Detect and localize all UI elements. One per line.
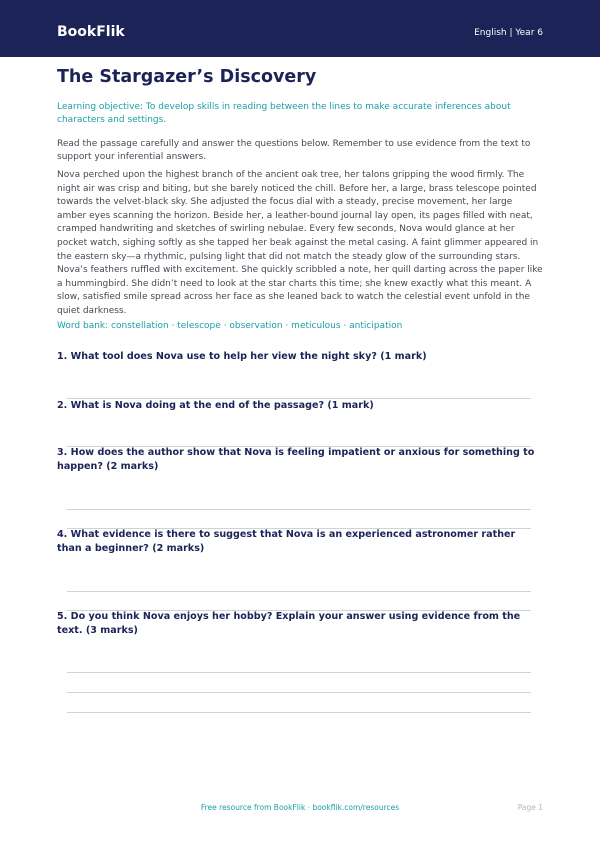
word-bank: Word bank: constellation · telescope · observation · meticulous · anticipation xyxy=(57,321,403,331)
brand-logo-text: BookFlik xyxy=(57,24,125,40)
answer-line-q4-a[interactable] xyxy=(67,591,531,592)
page-header xyxy=(0,0,600,57)
answer-line-q3-a[interactable] xyxy=(67,509,531,510)
worksheet-title: The Stargazer’s Discovery xyxy=(57,67,317,87)
subject-year-label: English | Year 6 xyxy=(474,28,543,38)
question-3: 3. How does the author show that Nova is feeling impatient or anxious for something to happen? (2 marks) xyxy=(57,447,535,472)
learning-objective: Learning objective: To develop skills in reading between the lines to make accurate inferences about characters and settings. xyxy=(57,102,511,125)
answer-line-q5-c[interactable] xyxy=(67,712,531,713)
footer-resource-link[interactable]: Free resource from BookFlik · bookflik.com/resources xyxy=(200,803,400,812)
reading-passage: Nova perched upon the highest branch of the ancient oak tree, her talons gripping the wood firmly. The night air was crisp and biting, but she barely noticed the chill. Before her, a large, brass telescope pointed towards the velvet-black sky. She adjusted the focus dial with a steady, precise movement, her large amber eyes scanning the horizon. Beside her, a leather-bound journal lay open, its pages filled with neat, cramped handwriting and sketches of swirling nebulae. Every few seconds, Nova would glance at her pocket watch, sighing softly as she tapped her beak against the metal casing. A faint glimmer appeared in the eastern sky—a rhythmic, pulsing light that did not match the steady glow of the surrounding stars. Nova’s feathers ruffled with excitement. She quickly scribbled a note, her quill darting across the paper like a hummingbird. She didn’t need to look at the star charts this time; she knew exactly what this meant. A slow, satisfied smile spread across her face as she leaned back to watch the celestial event unfold in the quiet darkness. xyxy=(57,170,543,316)
question-4: 4. What evidence is there to suggest that Nova is an experienced astronomer rather than a beginner? (2 marks) xyxy=(57,529,516,554)
page-number: Page 1 xyxy=(517,803,543,812)
answer-line-q5-b[interactable] xyxy=(67,692,531,693)
answer-line-q5-a[interactable] xyxy=(67,672,531,673)
question-5: 5. Do you think Nova enjoys her hobby? Explain your answer using evidence from the text. (3 marks) xyxy=(57,611,521,636)
instructions-text: Read the passage carefully and answer the questions below. Remember to use evidence from the text to support your inferential answers. xyxy=(57,139,531,162)
question-2: 2. What is Nova doing at the end of the passage? (1 mark) xyxy=(57,400,374,411)
question-1: 1. What tool does Nova use to help her view the night sky? (1 mark) xyxy=(57,351,427,362)
